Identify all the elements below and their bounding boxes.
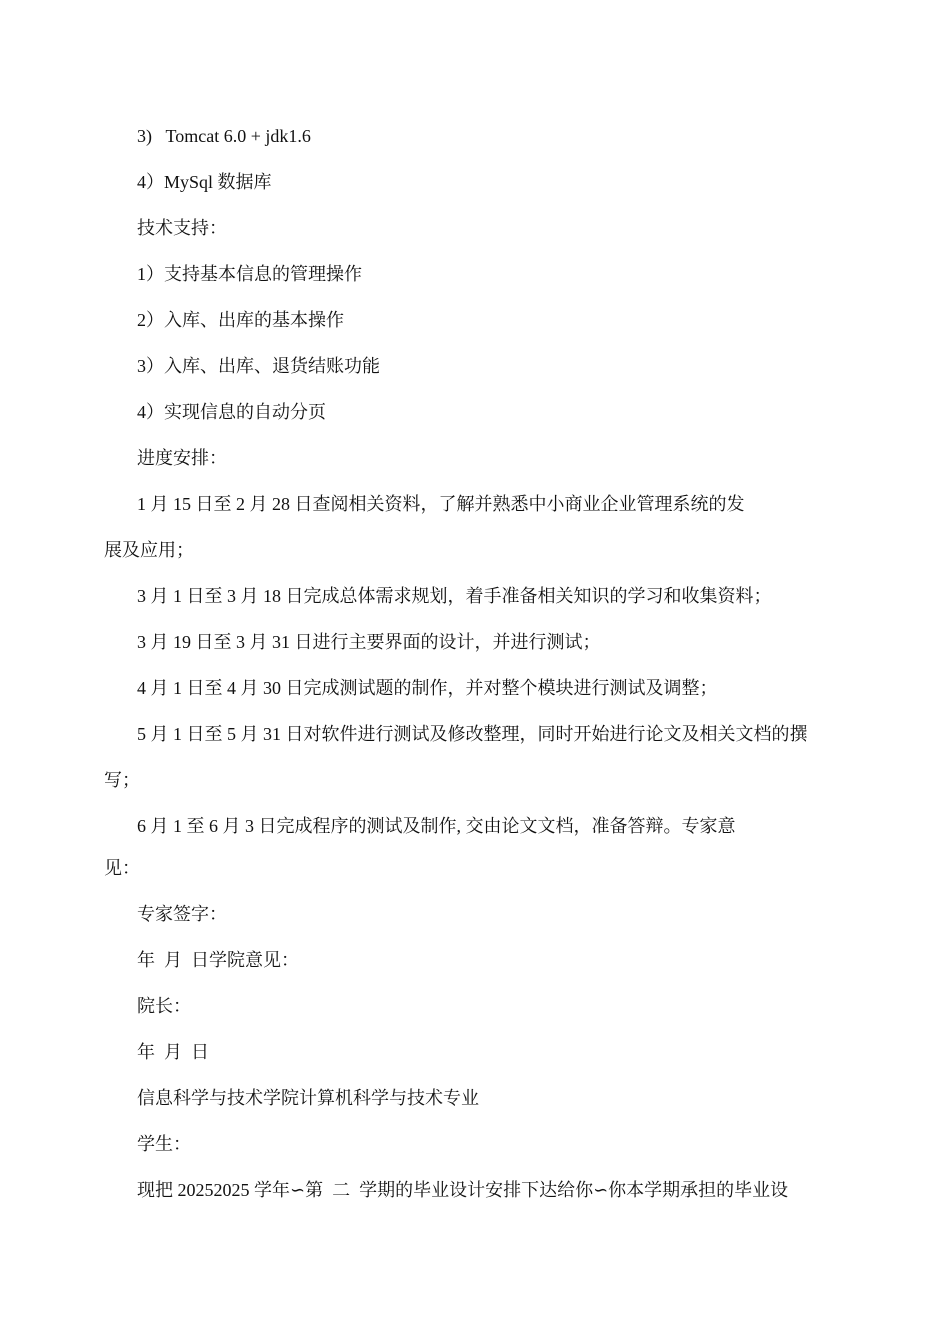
schedule-item-5: 5 月 1 日至 5 月 31 日对软件进行测试及修改整理，同时开始进行论文及相关文档的撰 (137, 724, 808, 744)
tech-item-4: 4）实现信息的自动分页 (137, 402, 326, 422)
tech-item-2: 2）入库、出库的基本操作 (137, 310, 344, 330)
student-label: 学生： (137, 1134, 191, 1154)
dean-label: 院长： (137, 996, 191, 1016)
department-major: 信息科学与技术学院计算机科学与技术专业 (137, 1088, 479, 1108)
schedule-item-3: 3 月 19 日至 3 月 31 日进行主要界面的设计，并进行测试； (137, 632, 601, 652)
tech-item-1: 1）支持基本信息的管理操作 (137, 264, 362, 284)
assignment-intro: 现把 20252025 学年∽第 二 学期的毕业设计安排下达给你∽你本学期承担的毕业设 (137, 1180, 789, 1200)
schedule-item-5-cont: 写； (104, 770, 140, 790)
schedule-item-1: 1 月 15 日至 2 月 28 日查阅相关资料，了解并熟悉中小商业企业管理系统的发 (137, 494, 745, 514)
env-item-3: 3) Tomcat 6.0 + jdk1.6 (137, 126, 311, 146)
date-label: 年 月 日 (137, 1042, 209, 1062)
schedule-item-6: 6 月 1 至 6 月 3 日完成程序的测试及制作, 交由论文文档，准备答辩。专家意 (137, 816, 736, 836)
schedule-item-2: 3 月 1 日至 3 月 18 日完成总体需求规划，着手准备相关知识的学习和收集资料； (137, 586, 772, 606)
schedule-item-4: 4 月 1 日至 4 月 30 日完成测试题的制作，并对整个模块进行测试及调整； (137, 678, 718, 698)
section-heading-tech-support: 技术支持： (137, 218, 227, 238)
tech-item-3: 3）入库、出库、退货结账功能 (137, 356, 380, 376)
schedule-item-1-cont: 展及应用； (104, 540, 194, 560)
schedule-item-6-cont: 见： (104, 858, 140, 878)
expert-signature-label: 专家签字： (137, 904, 227, 924)
env-item-4: 4）MySql 数据库 (137, 172, 272, 192)
date-college-opinion-label: 年 月 日学院意见： (137, 950, 299, 970)
section-heading-schedule: 进度安排： (137, 448, 227, 468)
